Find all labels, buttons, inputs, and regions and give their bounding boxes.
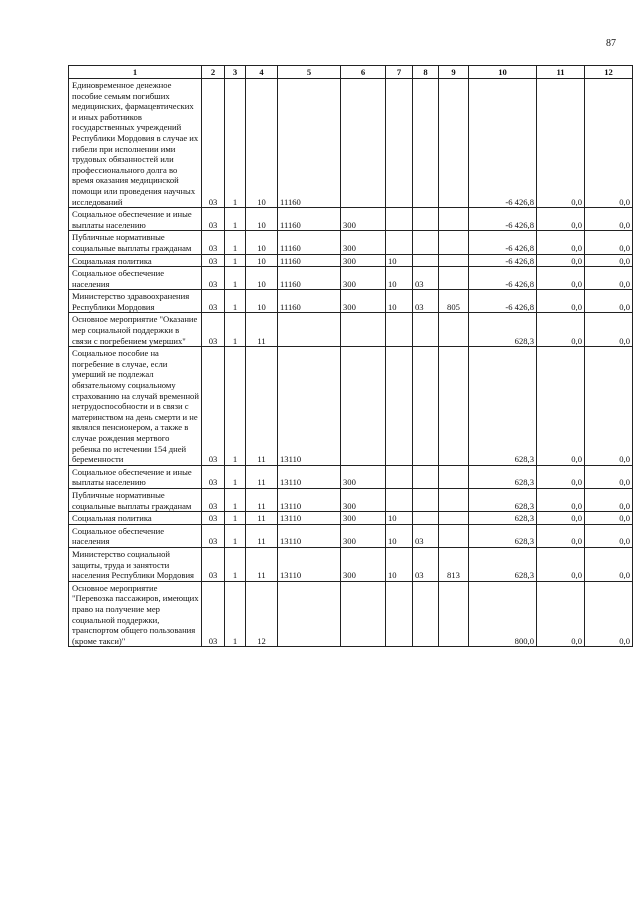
cell-col-2: 03: [202, 254, 225, 267]
cell-col-3: 1: [225, 347, 246, 466]
cell-col-3: 1: [225, 581, 246, 647]
cell-col-6: [341, 581, 386, 647]
column-header-5: 5: [278, 66, 341, 79]
cell-col-3: 1: [225, 79, 246, 208]
cell-col-11: 0,0: [537, 524, 585, 547]
row-name: Социальная политика: [69, 512, 202, 525]
header-row: [69, 66, 633, 79]
cell-col-7: 10: [386, 290, 413, 313]
cell-col-8: [413, 231, 439, 254]
cell-col-10: 628,3: [469, 547, 537, 581]
cell-col-5: 11160: [278, 254, 341, 267]
cell-col-4: 10: [246, 267, 278, 290]
cell-col-3: 1: [225, 488, 246, 511]
cell-col-4: 11: [246, 465, 278, 488]
table-row: [69, 347, 633, 466]
cell-col-6: 300: [341, 267, 386, 290]
cell-col-12: 0,0: [585, 290, 633, 313]
cell-col-9: [439, 254, 469, 267]
cell-col-11: 0,0: [537, 79, 585, 208]
column-header-3: 3: [225, 66, 246, 79]
cell-col-11: 0,0: [537, 208, 585, 231]
cell-col-5: [278, 313, 341, 347]
cell-col-10: 628,3: [469, 524, 537, 547]
table-row: [69, 581, 633, 647]
cell-col-5: 13110: [278, 347, 341, 466]
cell-col-3: 1: [225, 290, 246, 313]
cell-col-4: 10: [246, 231, 278, 254]
table-row: [69, 488, 633, 511]
cell-col-2: 03: [202, 231, 225, 254]
column-header-1: 1: [69, 66, 202, 79]
cell-col-10: 628,3: [469, 313, 537, 347]
cell-col-9: [439, 267, 469, 290]
column-header-9: 9: [439, 66, 469, 79]
cell-col-6: 300: [341, 465, 386, 488]
cell-col-12: 0,0: [585, 547, 633, 581]
cell-col-8: [413, 512, 439, 525]
cell-col-12: 0,0: [585, 488, 633, 511]
cell-col-4: 11: [246, 547, 278, 581]
cell-col-9: [439, 231, 469, 254]
cell-col-11: 0,0: [537, 313, 585, 347]
table-row: [69, 524, 633, 547]
column-header-10: 10: [469, 66, 537, 79]
page-number: 87: [606, 38, 616, 49]
cell-col-10: -6 426,8: [469, 254, 537, 267]
row-name: Социальное обеспечение населения: [69, 267, 202, 290]
row-name: Министерство здравоохранения Республики Мордовия: [69, 290, 202, 313]
cell-col-3: 1: [225, 254, 246, 267]
cell-col-8: 03: [413, 547, 439, 581]
cell-col-7: [386, 208, 413, 231]
cell-col-12: 0,0: [585, 208, 633, 231]
cell-col-3: 1: [225, 313, 246, 347]
cell-col-5: 11160: [278, 231, 341, 254]
cell-col-8: [413, 488, 439, 511]
cell-col-12: 0,0: [585, 254, 633, 267]
cell-col-5: [278, 581, 341, 647]
cell-col-7: 10: [386, 524, 413, 547]
column-header-2: 2: [202, 66, 225, 79]
cell-col-9: 813: [439, 547, 469, 581]
cell-col-4: 12: [246, 581, 278, 647]
table-row: [69, 231, 633, 254]
column-header-11: 11: [537, 66, 585, 79]
cell-col-5: 11160: [278, 208, 341, 231]
cell-col-3: 1: [225, 512, 246, 525]
cell-col-4: 11: [246, 512, 278, 525]
cell-col-9: [439, 465, 469, 488]
cell-col-2: 03: [202, 512, 225, 525]
cell-col-6: [341, 79, 386, 208]
cell-col-4: 10: [246, 254, 278, 267]
cell-col-9: [439, 512, 469, 525]
cell-col-10: 628,3: [469, 512, 537, 525]
cell-col-4: 10: [246, 290, 278, 313]
cell-col-3: 1: [225, 465, 246, 488]
cell-col-4: 11: [246, 524, 278, 547]
cell-col-7: [386, 581, 413, 647]
cell-col-4: 11: [246, 347, 278, 466]
cell-col-8: [413, 208, 439, 231]
cell-col-10: -6 426,8: [469, 208, 537, 231]
cell-col-6: 300: [341, 254, 386, 267]
cell-col-7: [386, 313, 413, 347]
cell-col-9: [439, 524, 469, 547]
cell-col-12: 0,0: [585, 524, 633, 547]
cell-col-3: 1: [225, 547, 246, 581]
cell-col-4: 10: [246, 208, 278, 231]
table-row: [69, 254, 633, 267]
row-name: Публичные нормативные социальные выплаты гражданам: [69, 488, 202, 511]
cell-col-5: 13110: [278, 547, 341, 581]
cell-col-11: 0,0: [537, 347, 585, 466]
cell-col-12: 0,0: [585, 267, 633, 290]
cell-col-10: 800,0: [469, 581, 537, 647]
cell-col-11: 0,0: [537, 465, 585, 488]
table-row: [69, 465, 633, 488]
cell-col-9: [439, 347, 469, 466]
row-name: Социальная политика: [69, 254, 202, 267]
cell-col-4: 11: [246, 313, 278, 347]
cell-col-9: [439, 488, 469, 511]
cell-col-6: [341, 313, 386, 347]
cell-col-5: 11160: [278, 290, 341, 313]
cell-col-3: 1: [225, 267, 246, 290]
row-name: Министерство социальной защиты, труда и занятости населения Республики Мордовия: [69, 547, 202, 581]
table-row: [69, 512, 633, 525]
cell-col-8: [413, 465, 439, 488]
cell-col-12: 0,0: [585, 581, 633, 647]
table-row: [69, 79, 633, 208]
cell-col-3: 1: [225, 231, 246, 254]
cell-col-6: 300: [341, 488, 386, 511]
cell-col-6: 300: [341, 524, 386, 547]
cell-col-8: [413, 347, 439, 466]
cell-col-11: 0,0: [537, 512, 585, 525]
cell-col-11: 0,0: [537, 488, 585, 511]
cell-col-10: -6 426,8: [469, 290, 537, 313]
cell-col-5: 13110: [278, 512, 341, 525]
cell-col-9: [439, 208, 469, 231]
table-header: [69, 66, 633, 79]
cell-col-8: [413, 581, 439, 647]
cell-col-7: [386, 79, 413, 208]
cell-col-2: 03: [202, 290, 225, 313]
cell-col-12: 0,0: [585, 465, 633, 488]
cell-col-12: 0,0: [585, 231, 633, 254]
cell-col-9: [439, 581, 469, 647]
cell-col-7: 10: [386, 512, 413, 525]
cell-col-2: 03: [202, 465, 225, 488]
column-header-12: 12: [585, 66, 633, 79]
cell-col-5: 13110: [278, 465, 341, 488]
table-row: [69, 290, 633, 313]
cell-col-12: 0,0: [585, 313, 633, 347]
row-name: Социальное обеспечение и иные выплаты населению: [69, 208, 202, 231]
cell-col-11: 0,0: [537, 290, 585, 313]
cell-col-2: 03: [202, 524, 225, 547]
cell-col-8: 03: [413, 290, 439, 313]
cell-col-2: 03: [202, 347, 225, 466]
budget-table: [68, 65, 633, 647]
cell-col-12: 0,0: [585, 512, 633, 525]
table-body: [69, 79, 633, 647]
cell-col-2: 03: [202, 313, 225, 347]
row-name: Основное мероприятие "Перевозка пассажиров, имеющих право на получение мер социальной поддержки, транспортом общего пользования (кроме такси)": [69, 581, 202, 647]
cell-col-3: 1: [225, 208, 246, 231]
cell-col-2: 03: [202, 547, 225, 581]
cell-col-10: -6 426,8: [469, 267, 537, 290]
cell-col-7: [386, 465, 413, 488]
cell-col-9: [439, 313, 469, 347]
column-header-8: 8: [413, 66, 439, 79]
table-row: [69, 313, 633, 347]
cell-col-7: 10: [386, 267, 413, 290]
cell-col-7: [386, 347, 413, 466]
cell-col-5: 13110: [278, 524, 341, 547]
cell-col-8: [413, 79, 439, 208]
cell-col-7: 10: [386, 547, 413, 581]
cell-col-11: 0,0: [537, 231, 585, 254]
cell-col-7: [386, 231, 413, 254]
cell-col-10: -6 426,8: [469, 79, 537, 208]
cell-col-12: 0,0: [585, 79, 633, 208]
row-name: Социальное пособие на погребение в случае, если умерший не подлежал обязательному социальному страхованию на случай временной нетрудоспособности и в связи с материнством на день смерти и не являлся пенсионером, а также в случае рождения мертвого ребенка по истечении 154 дней беременности: [69, 347, 202, 466]
cell-col-5: 11160: [278, 267, 341, 290]
cell-col-10: 628,3: [469, 465, 537, 488]
cell-col-7: 10: [386, 254, 413, 267]
cell-col-5: 13110: [278, 488, 341, 511]
cell-col-2: 03: [202, 208, 225, 231]
cell-col-4: 10: [246, 79, 278, 208]
cell-col-7: [386, 488, 413, 511]
cell-col-10: 628,3: [469, 488, 537, 511]
cell-col-4: 11: [246, 488, 278, 511]
cell-col-6: [341, 347, 386, 466]
cell-col-2: 03: [202, 581, 225, 647]
cell-col-9: 805: [439, 290, 469, 313]
column-header-7: 7: [386, 66, 413, 79]
cell-col-6: 300: [341, 290, 386, 313]
cell-col-6: 300: [341, 231, 386, 254]
cell-col-11: 0,0: [537, 547, 585, 581]
cell-col-11: 0,0: [537, 581, 585, 647]
cell-col-6: 300: [341, 512, 386, 525]
cell-col-9: [439, 79, 469, 208]
cell-col-2: 03: [202, 267, 225, 290]
cell-col-5: 11160: [278, 79, 341, 208]
cell-col-11: 0,0: [537, 267, 585, 290]
cell-col-2: 03: [202, 488, 225, 511]
cell-col-8: 03: [413, 524, 439, 547]
cell-col-6: 300: [341, 547, 386, 581]
row-name: Основное мероприятие "Оказание мер социальной поддержки в связи с погребением умерших": [69, 313, 202, 347]
cell-col-2: 03: [202, 79, 225, 208]
table-row: [69, 547, 633, 581]
row-name: Социальное обеспечение населения: [69, 524, 202, 547]
table-row: [69, 267, 633, 290]
cell-col-6: 300: [341, 208, 386, 231]
cell-col-8: 03: [413, 267, 439, 290]
row-name: Социальное обеспечение и иные выплаты населению: [69, 465, 202, 488]
cell-col-10: 628,3: [469, 347, 537, 466]
row-name: Единовременное денежное пособие семьям погибших медицинских, фармацевтических и иных работников государственных учреждений Республики Мордовия в случае их гибели при исполнении ими трудовых обязанностей или профессионального долга во время оказания медицинской помощи или проведения научных исследований: [69, 79, 202, 208]
cell-col-8: [413, 254, 439, 267]
table-row: [69, 208, 633, 231]
column-header-6: 6: [341, 66, 386, 79]
cell-col-8: [413, 313, 439, 347]
row-name: Публичные нормативные социальные выплаты гражданам: [69, 231, 202, 254]
cell-col-11: 0,0: [537, 254, 585, 267]
cell-col-10: -6 426,8: [469, 231, 537, 254]
cell-col-12: 0,0: [585, 347, 633, 466]
cell-col-3: 1: [225, 524, 246, 547]
column-header-4: 4: [246, 66, 278, 79]
